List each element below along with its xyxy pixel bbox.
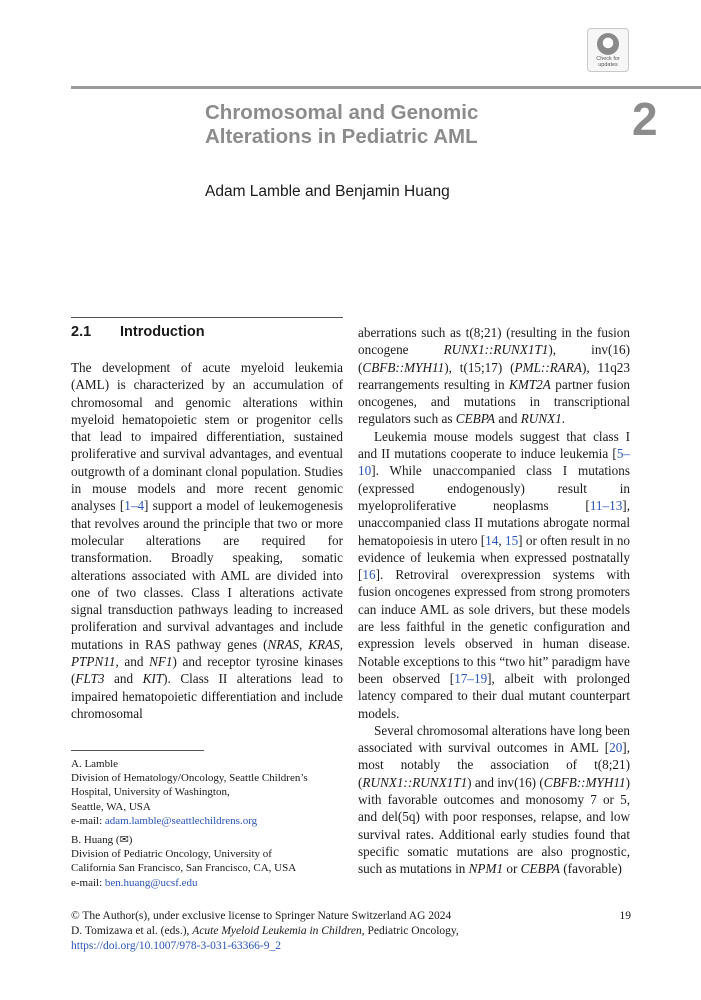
text-run: , (498, 532, 505, 548)
section-title: Introduction (120, 324, 205, 340)
gene-name: KIT (142, 671, 164, 687)
gene-name: PTPN11 (71, 654, 116, 670)
citation-link[interactable]: 5–10 (358, 446, 630, 479)
page-number: 19 (619, 910, 631, 922)
text-run: ), 11q23 rearrangements resulting in (358, 359, 630, 392)
text-run: , (299, 636, 309, 652)
citation-link[interactable]: 15 (504, 532, 519, 548)
author-name: A. Lamble (71, 758, 119, 770)
text-run: and (495, 411, 521, 427)
text-run: The development of acute myeloid leukemia (AML) is characterized by an accumulation of chromosomal and genomic alterations within myeloid hematopoietic stem or progenitor cells that lead to impaired differentiation, sustained proliferative and survival advantages, and eventual outgrowth of a dominant clonal population. Studies in mouse models and more recent genomic analyses [ (71, 360, 343, 514)
paragraph-3 (358, 722, 630, 878)
paragraph-2 (358, 428, 630, 722)
text-run: ], albeit with prolonged latency compared to their dual mutant counterpart models. (358, 670, 630, 721)
text-run: ] or often result in no evidence of leukemia when expressed postnatally [ (358, 532, 631, 583)
gene-name: NRAS (267, 636, 299, 652)
text-run: , Pediatric Oncology, (361, 925, 459, 937)
gene-name: KMT2A (509, 376, 551, 392)
crossmark-icon (597, 33, 619, 55)
email-line (71, 814, 343, 828)
affiliation-line: Hospital, University of Washington, (71, 786, 230, 799)
section-number: 2.1 (71, 324, 92, 340)
text-run: ]. Retroviral overexpression systems with fusion oncogenes expressed from strong promoters can induce AML as sole drivers, but these models are less faithful in the genetic configuration and expression levels observed in human disease. Notable exceptions to this “two hit” paradigm have been observed [ (358, 567, 630, 686)
text-run: ) (128, 834, 133, 846)
affiliation-line: Seattle, WA, USA (71, 800, 151, 813)
text-run: and (104, 671, 143, 687)
paragraph-1 (71, 359, 343, 722)
affiliation-lamble (71, 757, 343, 828)
gene-name: CBFB::MYH11 (543, 774, 626, 790)
text-run: D. Tomizawa et al. (eds.), (71, 925, 193, 937)
badge-label-2: updates (598, 62, 618, 68)
email-link[interactable]: adam.lamble@seattlechildrens.org (104, 814, 258, 827)
gene-name: RUNX1 (520, 411, 562, 427)
envelope-icon: ✉ (119, 834, 129, 846)
email-link[interactable]: ben.huang@ucsf.edu (104, 876, 198, 889)
gene-name: KRAS (308, 636, 340, 652)
chapter-title-line-2: Alterations in Pediatric AML (205, 125, 478, 148)
doi-link[interactable]: https://doi.org/10.1007/978-3-031-63366-9_2 (71, 940, 281, 952)
text-run: ]. While unaccompanied class I mutations (expressed endogenously) result in myeloproliferative neoplasms [ (358, 463, 630, 513)
text-run: ), inv(16) ( (358, 342, 630, 375)
text-run: . (561, 411, 566, 427)
text-run: ) with favorable outcomes and monosomy 7 or 5, and del(5q) with poor responses, relapse, and low survival rates. Additional early studies found that specific somatic mutations are also prognostic, such as mutations in (358, 774, 630, 877)
text-run: ). Class II alterations lead to impaired hematopoietic differentiation and include chromosomal (71, 671, 344, 721)
text-run: aberrations such as t(8;21) (resulting in the fusion oncogene (358, 325, 630, 358)
footnote-rule (71, 750, 204, 751)
citation-link[interactable]: 17–19 (454, 670, 488, 686)
book-title: Acute Myeloid Leukemia in Children (192, 925, 362, 937)
gene-name: CBFB::MYH11 (362, 359, 445, 375)
text-run: or (503, 861, 521, 877)
text-run: Several chromosomal alterations have long been associated with survival outcomes in AML [ (358, 722, 630, 756)
text-run: ], unaccompanied class II mutations abrogate normal hematopoiesis in utero [ (358, 497, 630, 548)
citation-link[interactable]: 16 (362, 567, 376, 583)
text-run: ) and inv(16) ( (467, 774, 544, 790)
affiliation-line: Division of Hematology/Oncology, Seattle Children’s (71, 772, 308, 785)
text-run: , (339, 636, 343, 652)
text-run: partner fusion oncogenes, and mutations in transcriptional regulators such as (358, 376, 631, 427)
gene-name: RUNX1::RUNX1T1 (443, 342, 549, 358)
check-for-updates-badge[interactable] (587, 28, 629, 72)
page-footer (71, 909, 591, 954)
gene-name: CEBPA (520, 861, 560, 877)
chapter-title-line-1: Chromosomal and Genomic (205, 101, 479, 124)
email-line (71, 876, 343, 890)
gene-name: RUNX1::RUNX1T1 (362, 774, 468, 790)
text-run: ], most notably the association of t(8;21) ( (358, 740, 630, 790)
citation-link[interactable]: 14 (485, 532, 499, 548)
gene-name: CEBPA (455, 411, 496, 427)
text-run: , and (115, 654, 150, 670)
text-run: (favorable) (559, 861, 622, 877)
gene-name: PML::RARA (514, 359, 582, 375)
section-rule (71, 317, 343, 318)
citation-line (71, 924, 591, 939)
gene-name: NPM1 (468, 861, 504, 877)
affiliation-line: Division of Pediatric Oncology, University of (71, 848, 272, 861)
author-name: B. Huang ( (71, 834, 120, 846)
text-run: ), t(15;17) ( (444, 359, 515, 375)
citation-link[interactable]: 20 (609, 740, 623, 756)
citation-link[interactable]: 11–13 (589, 497, 623, 513)
chapter-number: 2 (632, 93, 658, 145)
affiliation-line: California San Francisco, San Francisco, CA, USA (71, 862, 297, 875)
text-run: ] support a model of leukemogenesis that revolves around the principle that two or more molecular alterations are required for transformation. Broadly speaking, somatic alterations associated with AML are divided into one of two classes. Class I alterations activate signal transduction pathways leading to increased proliferation and survival advantages and include mutations in RAS pathway genes ( (71, 498, 343, 652)
email-label: e-mail: (71, 876, 105, 889)
text-run: Leukemia mouse models suggest that class I and II mutations cooperate to induce leukemia [ (358, 428, 630, 462)
chapter-title (205, 101, 585, 149)
left-column (71, 359, 343, 722)
header-rule (71, 86, 701, 89)
author-name-line (71, 833, 343, 847)
copyright-line: © The Author(s), under exclusive license to Springer Nature Switzerland AG 2024 (71, 910, 452, 922)
right-column (358, 324, 630, 878)
citation-link[interactable]: 1–4 (124, 498, 145, 514)
affiliation-huang (71, 833, 343, 890)
email-label: e-mail: (71, 814, 105, 827)
gene-name: NF1 (149, 654, 173, 670)
badge-label-1: Check for (596, 56, 620, 62)
gene-name: FLT3 (75, 671, 105, 687)
chapter-authors: Adam Lamble and Benjamin Huang (205, 183, 450, 200)
text-run: ) and receptor tyrosine kinases ( (71, 654, 343, 687)
paragraph-1-continued (358, 324, 630, 428)
